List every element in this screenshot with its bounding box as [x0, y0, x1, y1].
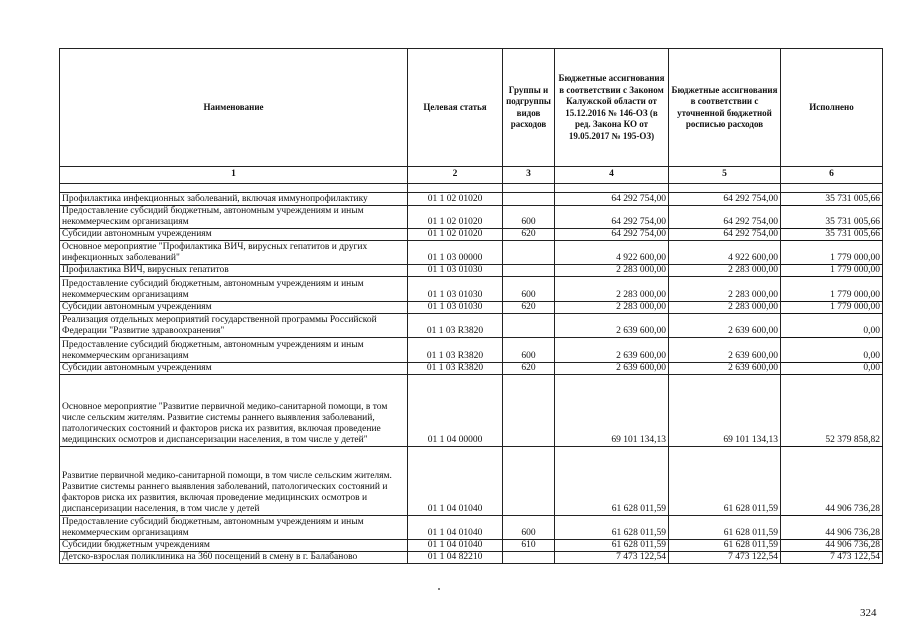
column-number: 6: [781, 167, 883, 184]
cell-article: 01 1 03 R3820: [408, 314, 503, 338]
cell-group: [503, 552, 555, 564]
cell-budget: 7 473 122,54: [555, 552, 669, 564]
table-row: [60, 265, 883, 277]
cell-name: Предоставление субсидий бюджетным, автономным учреждениям и иным некоммерческим организациям: [60, 277, 408, 302]
spacer-cell: [555, 184, 669, 193]
cell-name: Профилактика ВИЧ, вирусных гепатитов: [60, 265, 408, 277]
spacer-row: [60, 184, 883, 193]
table-row: [60, 206, 883, 229]
cell-refined: 64 292 754,00: [669, 206, 781, 229]
cell-executed: 1 779 000,00: [781, 302, 883, 314]
cell-article: 01 1 04 01040: [408, 516, 503, 540]
cell-budget: 4 922 600,00: [555, 241, 669, 265]
spacer-cell: [669, 184, 781, 193]
header-budget-law: Бюджетные ассигнования в соответствии с Законом Калужской области от 15.12.2016 № 146-ОЗ (в ред. Закона КО от 19.05.2017 № 195-ОЗ): [555, 49, 669, 167]
cell-executed: 1 779 000,00: [781, 241, 883, 265]
cell-group: 620: [503, 229, 555, 241]
cell-article: 01 1 02 01020: [408, 206, 503, 229]
cell-article: 01 1 02 01020: [408, 229, 503, 241]
spacer-cell: [781, 184, 883, 193]
cell-refined: 2 639 600,00: [669, 338, 781, 363]
cell-budget: 64 292 754,00: [555, 206, 669, 229]
cell-article: 01 1 03 01030: [408, 302, 503, 314]
spacer-cell: [503, 184, 555, 193]
table-row: [60, 447, 883, 516]
cell-name: Развитие первичной медико-санитарной помощи, в том числе сельским жителям. Развитие системы раннего выявления заболеваний, патологических состояний и факторов риска их развития, включая проведение медицинских осмотров и диспансеризации населения, в том числе у детей: [60, 447, 408, 516]
table-row: [60, 302, 883, 314]
cell-executed: 35 731 005,66: [781, 229, 883, 241]
cell-group: [503, 193, 555, 206]
header-budget-refined: Бюджетные ассигнования в соответствии с уточненной бюджетной росписью расходов: [669, 49, 781, 167]
table-row: [60, 516, 883, 540]
cell-refined: 69 101 134,13: [669, 375, 781, 447]
cell-group: 600: [503, 516, 555, 540]
cell-article: 01 1 03 R3820: [408, 338, 503, 363]
cell-executed: 44 906 736,28: [781, 447, 883, 516]
cell-article: 01 1 03 00000: [408, 241, 503, 265]
cell-name: Субсидии автономным учреждениям: [60, 302, 408, 314]
column-number: 5: [669, 167, 781, 184]
table-row: [60, 375, 883, 447]
cell-budget: 69 101 134,13: [555, 375, 669, 447]
cell-budget: 64 292 754,00: [555, 229, 669, 241]
scan-speck: [438, 588, 440, 590]
cell-refined: 61 628 011,59: [669, 516, 781, 540]
cell-executed: 35 731 005,66: [781, 193, 883, 206]
cell-group: 610: [503, 540, 555, 552]
column-number: 3: [503, 167, 555, 184]
cell-group: [503, 375, 555, 447]
cell-article: 01 1 04 01040: [408, 540, 503, 552]
cell-group: 620: [503, 302, 555, 314]
cell-budget: 61 628 011,59: [555, 516, 669, 540]
cell-budget: 61 628 011,59: [555, 540, 669, 552]
cell-refined: 2 283 000,00: [669, 265, 781, 277]
header-expense-groups: Группы и подгруппы видов расходов: [503, 49, 555, 167]
spacer-cell: [60, 184, 408, 193]
cell-name: Основное мероприятие "Профилактика ВИЧ, вирусных гепатитов и других инфекционных заболеваний": [60, 241, 408, 265]
cell-group: 600: [503, 277, 555, 302]
cell-name: Реализация отдельных мероприятий государственной программы Российской Федерации "Развитие здравоохранения": [60, 314, 408, 338]
cell-name: Детско-взрослая поликлиника на 360 посещений в смену в г. Балабаново: [60, 552, 408, 564]
column-number: 4: [555, 167, 669, 184]
cell-refined: 4 922 600,00: [669, 241, 781, 265]
cell-executed: 35 731 005,66: [781, 206, 883, 229]
cell-group: [503, 241, 555, 265]
header-executed: Исполнено: [781, 49, 883, 167]
cell-article: 01 1 03 01030: [408, 277, 503, 302]
table-row: [60, 540, 883, 552]
cell-refined: 64 292 754,00: [669, 229, 781, 241]
cell-group: [503, 447, 555, 516]
cell-budget: 2 283 000,00: [555, 302, 669, 314]
column-number: 1: [60, 167, 408, 184]
cell-budget: 2 639 600,00: [555, 363, 669, 375]
cell-executed: 44 906 736,28: [781, 516, 883, 540]
cell-group: 600: [503, 338, 555, 363]
cell-executed: 7 473 122,54: [781, 552, 883, 564]
cell-executed: 1 779 000,00: [781, 277, 883, 302]
cell-article: 01 1 04 01040: [408, 447, 503, 516]
cell-name: Субсидии бюджетным учреждениям: [60, 540, 408, 552]
cell-budget: 2 283 000,00: [555, 277, 669, 302]
cell-refined: 61 628 011,59: [669, 540, 781, 552]
table-row: [60, 241, 883, 265]
cell-group: 600: [503, 206, 555, 229]
cell-refined: 2 639 600,00: [669, 314, 781, 338]
cell-refined: 61 628 011,59: [669, 447, 781, 516]
cell-group: 620: [503, 363, 555, 375]
table-row: [60, 277, 883, 302]
cell-group: [503, 265, 555, 277]
cell-name: Предоставление субсидий бюджетным, автономным учреждениям и иным некоммерческим организациям: [60, 516, 408, 540]
spacer-cell: [408, 184, 503, 193]
cell-article: 01 1 04 00000: [408, 375, 503, 447]
table-row: [60, 338, 883, 363]
cell-name: Субсидии автономным учреждениям: [60, 229, 408, 241]
cell-budget: 2 639 600,00: [555, 314, 669, 338]
cell-refined: 2 283 000,00: [669, 302, 781, 314]
column-number-row: [60, 167, 883, 184]
cell-refined: 7 473 122,54: [669, 552, 781, 564]
cell-budget: 2 283 000,00: [555, 265, 669, 277]
cell-executed: 1 779 000,00: [781, 265, 883, 277]
header-name: Наименование: [60, 49, 408, 167]
column-number: 2: [408, 167, 503, 184]
table-row: [60, 552, 883, 564]
cell-name: Субсидии автономным учреждениям: [60, 363, 408, 375]
cell-refined: 2 283 000,00: [669, 277, 781, 302]
cell-executed: 0,00: [781, 338, 883, 363]
cell-refined: 64 292 754,00: [669, 193, 781, 206]
header-row: [60, 49, 883, 167]
table-body: [60, 193, 883, 564]
table-row: [60, 314, 883, 338]
cell-budget: 61 628 011,59: [555, 447, 669, 516]
cell-name: Основное мероприятие "Развитие первичной медико-санитарной помощи, в том числе сельским жителям. Развитие системы раннего выявления заболеваний, патологических состояний и факторов риска их развития, включая проведение медицинских осмотров и диспансеризации населения, в том числе у детей": [60, 375, 408, 447]
cell-article: 01 1 02 01020: [408, 193, 503, 206]
page-number: 324: [860, 607, 877, 619]
cell-name: Предоставление субсидий бюджетным, автономным учреждениям и иным некоммерческим организациям: [60, 206, 408, 229]
cell-executed: 44 906 736,28: [781, 540, 883, 552]
cell-article: 01 1 04 82210: [408, 552, 503, 564]
cell-budget: 2 639 600,00: [555, 338, 669, 363]
cell-executed: 0,00: [781, 363, 883, 375]
cell-group: [503, 314, 555, 338]
cell-article: 01 1 03 01030: [408, 265, 503, 277]
cell-budget: 64 292 754,00: [555, 193, 669, 206]
cell-refined: 2 639 600,00: [669, 363, 781, 375]
table-row: [60, 229, 883, 241]
table-row: [60, 363, 883, 375]
budget-table: [59, 48, 883, 564]
cell-name: Предоставление субсидий бюджетным, автономным учреждениям и иным некоммерческим организациям: [60, 338, 408, 363]
cell-executed: 52 379 858,82: [781, 375, 883, 447]
cell-executed: 0,00: [781, 314, 883, 338]
cell-article: 01 1 03 R3820: [408, 363, 503, 375]
cell-name: Профилактика инфекционных заболеваний, включая иммунопрофилактику: [60, 193, 408, 206]
header-target-article: Целевая статья: [408, 49, 503, 167]
table-row: [60, 193, 883, 206]
